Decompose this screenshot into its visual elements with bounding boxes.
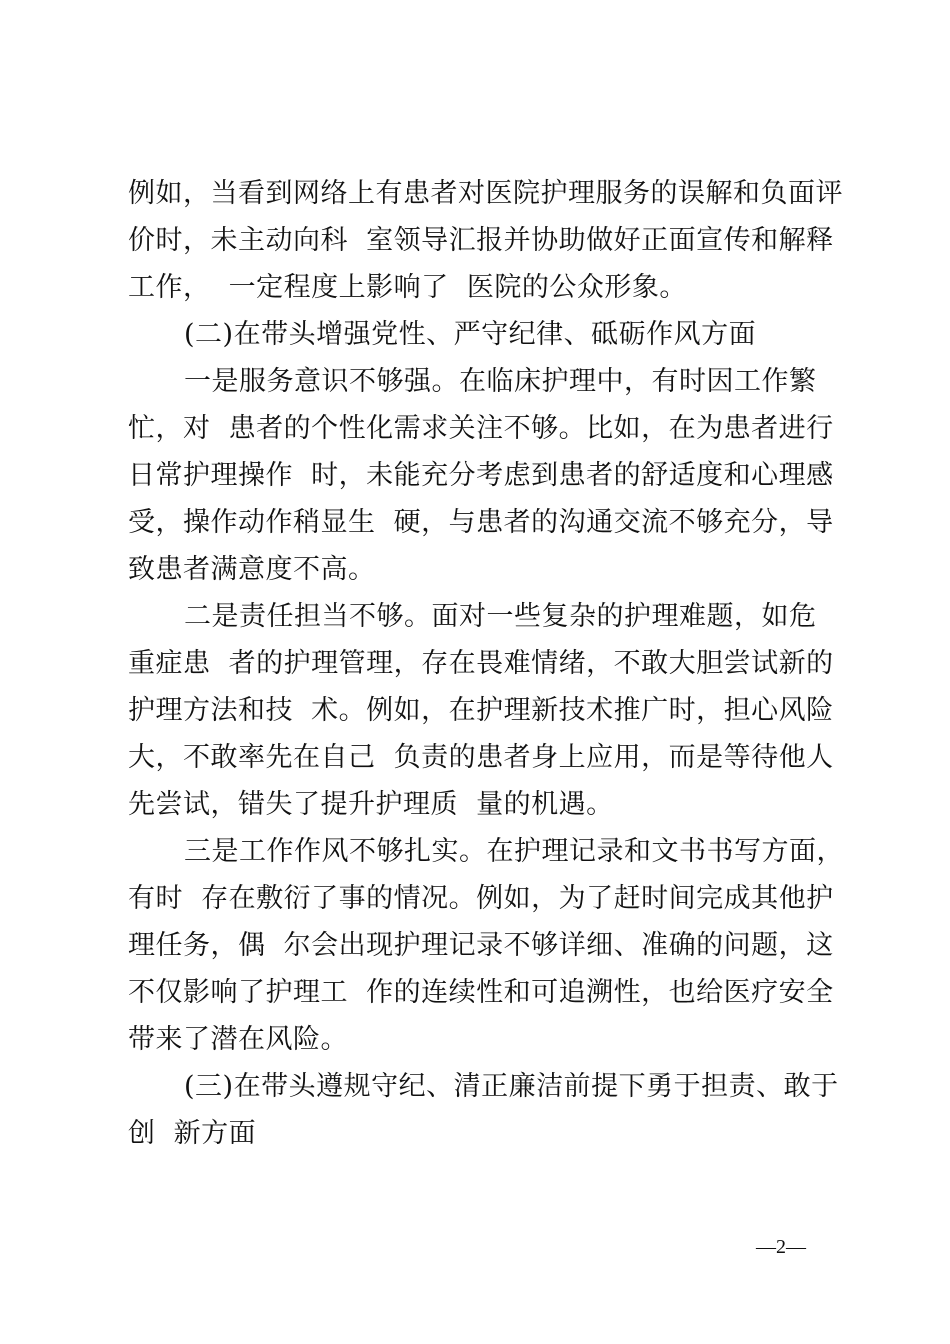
text-line: 忙，对 患者的个性化需求关注不够。比如，在为患者进行	[128, 413, 834, 444]
text-line: 日常护理操作 时，未能充分考虑到患者的舒适度和心理感	[128, 460, 834, 491]
text-line: 大，不敢率先在自己 负责的患者身上应用，而是等待他人	[128, 742, 834, 773]
text-line: 重症患 者的护理管理，存在畏难情绪，不敢大胆尝试新的	[128, 648, 834, 679]
text-line: 工作， 一定程度上影响了 医院的公众形象。	[128, 272, 687, 303]
page-number: —2—	[756, 1236, 806, 1258]
text-line: 先尝试，错失了提升护理质 量的机遇。	[128, 789, 614, 820]
paragraph-first-line: 一是服务意识不够强。在临床护理中，有时因工作繁	[184, 366, 817, 397]
paragraph-first-line: 三是工作作风不够扎实。在护理记录和文书书写方面，	[184, 836, 844, 867]
text-line: 创 新方面	[128, 1118, 257, 1149]
text-line: 不仅影响了护理工 作的连续性和可追溯性，也给医疗安全	[128, 977, 834, 1008]
paragraph-first-line: 二是责任担当不够。面对一些复杂的护理难题，如危	[184, 601, 817, 632]
text-line: 受，操作动作稍显生 硬，与患者的沟通交流不够充分，导	[128, 507, 834, 538]
text-line: 理任务，偶 尔会出现护理记录不够详细、准确的问题，这	[128, 930, 834, 961]
body-text	[128, 170, 844, 1157]
text-line: 带来了潜在风险。	[128, 1024, 348, 1055]
text-line: 护理方法和技 术。例如，在护理新技术推广时，担心风险	[128, 695, 834, 726]
section-heading: (二)在带头增强党性、严守纪律、砥砺作风方面	[184, 319, 757, 350]
text-line: 价时，未主动向科 室领导汇报并协助做好正面宣传和解释	[128, 225, 834, 256]
section-heading: (三)在带头遵规守纪、清正廉洁前提下勇于担责、敢于	[184, 1071, 839, 1102]
text-line: 有时 存在敷衍了事的情况。例如，为了赶时间完成其他护	[128, 883, 834, 914]
text-line: 例如，当看到网络上有患者对医院护理服务的误解和负面评	[128, 178, 843, 209]
text-line: 致患者满意度不高。	[128, 554, 376, 585]
